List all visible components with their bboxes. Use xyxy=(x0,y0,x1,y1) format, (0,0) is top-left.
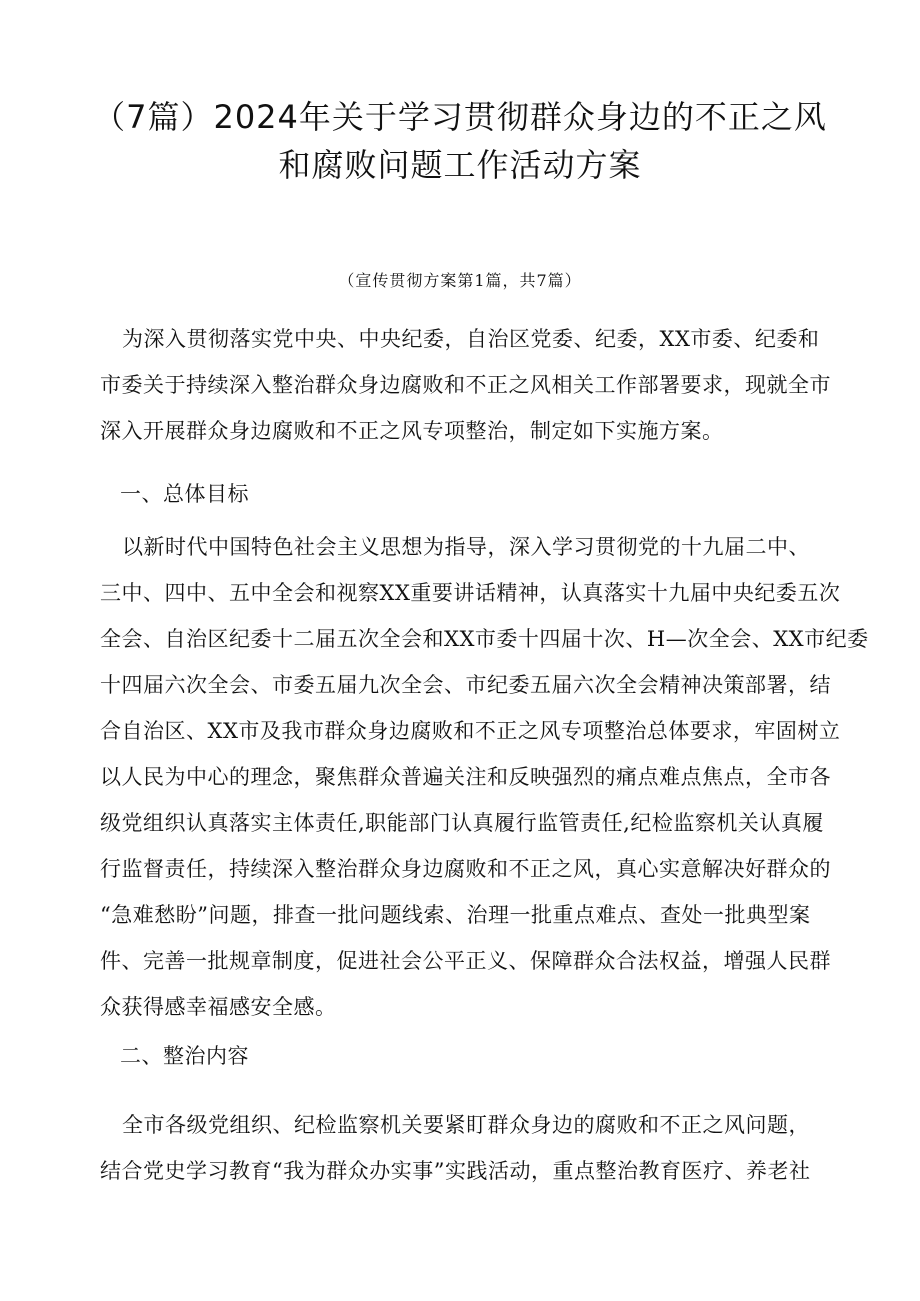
paragraph-line: 市委关于持续深入整治群众身边腐败和不正之风相关工作部署要求，现就全市 xyxy=(100,373,831,397)
intro-paragraph xyxy=(100,316,870,454)
paragraph-line: 级党组织认真落实主体责任,职能部门认真履行监管责任,纪检监察机关认真履 xyxy=(100,811,824,835)
paragraph-line: 以新时代中国特色社会主义思想为指导，深入学习贯彻党的十九届二中、 xyxy=(122,535,810,559)
paragraph-line: 合自治区、XX市及我市群众身边腐败和不正之风专项整治总体要求，牢固树立 xyxy=(100,719,841,743)
paragraph-line: 件、完善一批规章制度，促进社会公平正义、保障群众合法权益，增强人民群 xyxy=(100,949,831,973)
paragraph-line: 行监督责任，持续深入整治群众身边腐败和不正之风，真心实意解决好群众的 xyxy=(100,857,831,881)
paragraph-line: “急难愁盼”问题，排查一批问题线索、治理一批重点难点、查处一批典型案 xyxy=(100,903,811,927)
paragraph-line: 十四届六次全会、市委五届九次全会、市纪委五届六次全会精神决策部署，结 xyxy=(100,673,831,697)
paragraph-line: 为深入贯彻落实党中央、中央纪委，自治区党委、纪委，XX市委、纪委和 xyxy=(122,327,820,351)
paragraph-line: 以人民为中心的理念，聚焦群众普遍关注和反映强烈的痛点难点焦点，全市各 xyxy=(100,765,831,789)
paragraph-line: 全会、自治区纪委十二届五次全会和XX市委十四届十次、H—次全会、XX市纪委 xyxy=(100,627,869,651)
section-heading-rectification-content: 二、整治内容 xyxy=(120,1044,249,1068)
section2-paragraph xyxy=(100,1102,870,1194)
document-title-line-2: 和腐败问题工作活动方案 xyxy=(278,146,642,184)
paragraph-line: 众获得感幸福感安全感。 xyxy=(100,995,337,1019)
paragraph-line: 三中、四中、五中全会和视察XX重要讲话精神，认真落实十九届中央纪委五次 xyxy=(100,581,841,605)
section-heading-overall-goal: 一、总体目标 xyxy=(120,482,249,506)
document-subtitle: （宣传贯彻方案第1篇，共7篇） xyxy=(338,271,582,290)
paragraph-line: 全市各级党组织、纪检监察机关要紧盯群众身边的腐败和不正之风问题， xyxy=(122,1113,810,1137)
paragraph-line: 深入开展群众身边腐败和不正之风专项整治，制定如下实施方案。 xyxy=(100,419,724,443)
document-title-line-1: （7篇）2024年关于学习贯彻群众身边的不正之风 xyxy=(93,98,827,136)
paragraph-line: 结合党史学习教育“我为群众办实事”实践活动，重点整治教育医疗、养老社 xyxy=(100,1159,811,1183)
section1-paragraph xyxy=(100,524,870,1030)
